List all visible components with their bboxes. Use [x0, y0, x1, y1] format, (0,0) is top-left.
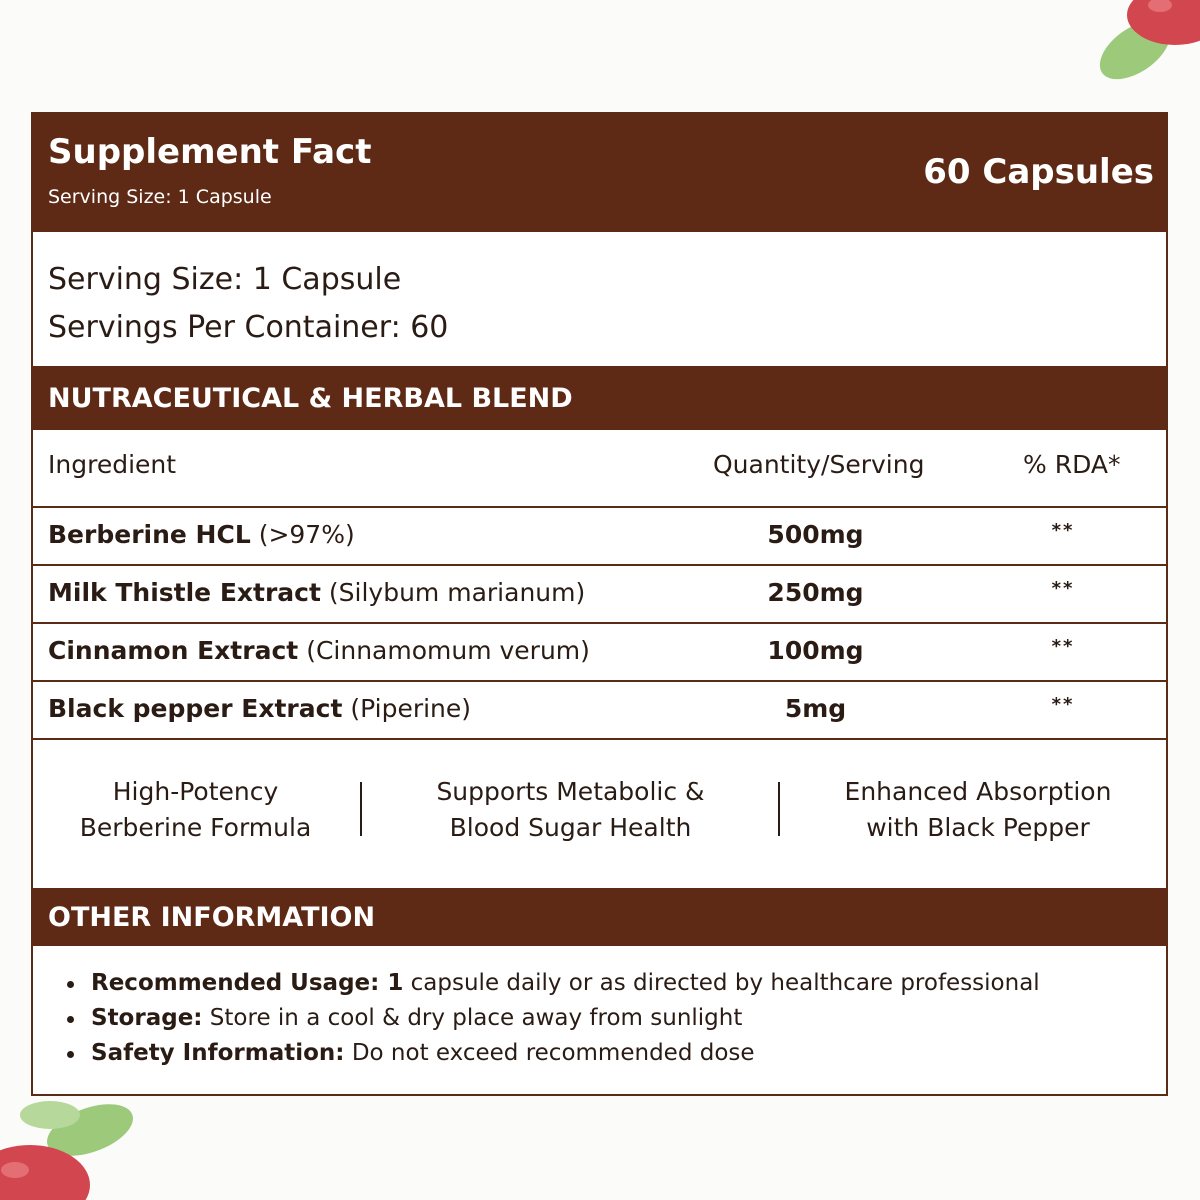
divider [778, 782, 780, 836]
ingredient-detail: (Cinnamomum verum) [306, 636, 590, 665]
feature-item [398, 774, 743, 846]
ingredient-detail: (Silybum marianum) [328, 578, 586, 607]
column-rda: % RDA* [1023, 450, 1121, 479]
table-row [33, 566, 1166, 624]
nutra-section-title: NUTRACEUTICAL & HERBAL BLEND [33, 366, 1166, 430]
feature-line: High-Potency [112, 777, 279, 806]
ingredient-name: Milk Thistle Extract [48, 578, 321, 607]
feature-line: with Black Pepper [866, 813, 1090, 842]
ingredient-quantity: 100mg [767, 636, 864, 665]
page-title: Supplement Fact [48, 132, 372, 172]
feature-line: Berberine Formula [79, 813, 312, 842]
berry-decoration-bottom-icon [0, 1090, 170, 1200]
list-item [65, 1036, 1040, 1071]
ingredient-rda: ** [1051, 520, 1075, 541]
berry-decoration-top-icon [1080, 0, 1200, 110]
supplement-facts-panel [31, 112, 1168, 1096]
divider [360, 782, 362, 836]
column-quantity: Quantity/Serving [713, 450, 925, 479]
serving-size: Serving Size: 1 Capsule [48, 262, 402, 297]
info-label: Safety Information: [91, 1040, 345, 1066]
info-label: Recommended Usage: 1 [91, 970, 404, 996]
feature-line: Enhanced Absorption [844, 777, 1112, 806]
feature-highlights [33, 764, 1166, 884]
column-ingredient: Ingredient [48, 450, 177, 479]
ingredient-name: Black pepper Extract [48, 694, 343, 723]
list-item [65, 1001, 1040, 1036]
serving-info [48, 256, 448, 352]
servings-per-container: Servings Per Container: 60 [48, 310, 449, 345]
ingredient-rda: ** [1051, 694, 1075, 715]
feature-item [808, 774, 1148, 846]
ingredient-detail: (>97%) [258, 520, 355, 549]
ingredient-detail: (Piperine) [350, 694, 472, 723]
ingredient-name: Cinnamon Extract [48, 636, 299, 665]
ingredient-rda: ** [1051, 578, 1075, 599]
list-item [65, 966, 1040, 1001]
header-bar [33, 114, 1166, 232]
other-information-list [65, 966, 1040, 1071]
feature-item [53, 774, 338, 846]
capsule-count: 60 Capsules [923, 152, 1154, 192]
ingredient-name: Berberine HCL [48, 520, 251, 549]
info-text: capsule daily or as directed by healthcare professional [403, 970, 1040, 996]
ingredient-quantity: 250mg [767, 578, 864, 607]
ingredient-quantity: 500mg [767, 520, 864, 549]
ingredient-rda: ** [1051, 636, 1075, 657]
feature-line: Blood Sugar Health [449, 813, 692, 842]
info-text: Store in a cool & dry place away from sunlight [202, 1005, 743, 1031]
table-row [33, 508, 1166, 566]
info-label: Storage: [91, 1005, 203, 1031]
header-serving-size: Serving Size: 1 Capsule [48, 186, 272, 208]
table-row [33, 682, 1166, 740]
feature-line: Supports Metabolic & [436, 777, 705, 806]
table-header [33, 430, 1166, 508]
other-section-title: OTHER INFORMATION [33, 888, 1166, 946]
table-row [33, 624, 1166, 682]
info-text: Do not exceed recommended dose [344, 1040, 755, 1066]
ingredient-quantity: 5mg [784, 694, 847, 723]
